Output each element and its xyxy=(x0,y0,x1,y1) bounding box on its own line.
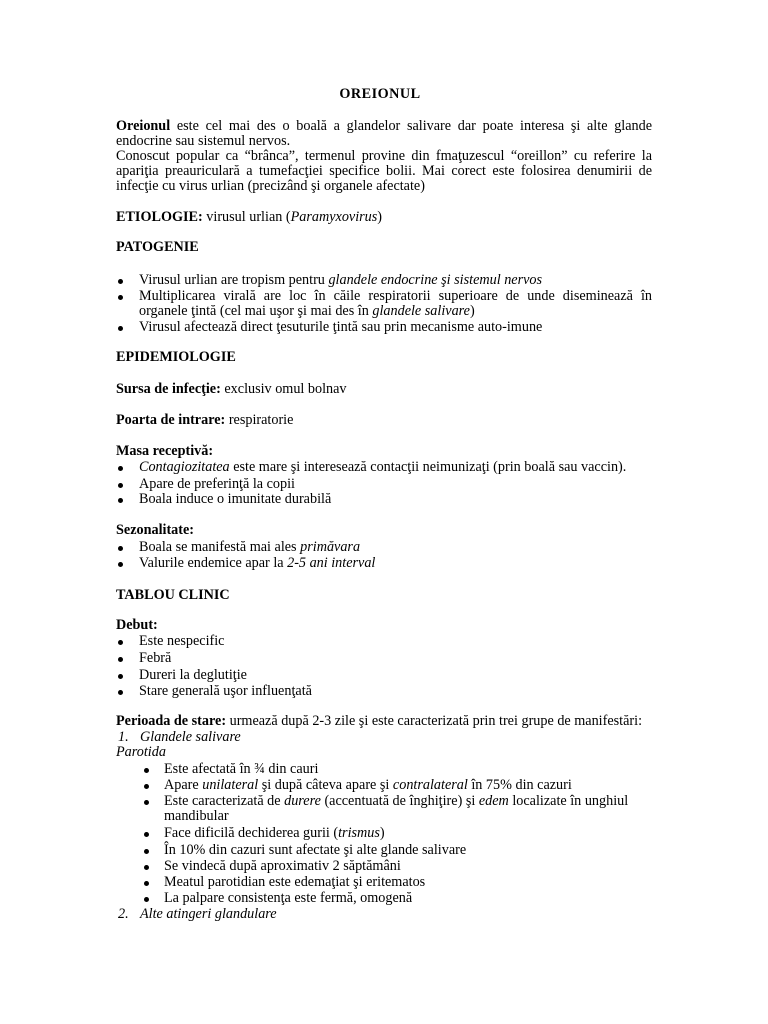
item-emphasis: primăvara xyxy=(300,539,361,555)
perioada-line xyxy=(116,713,642,729)
poarta-line xyxy=(116,412,293,428)
item-emphasis: glandele salivare xyxy=(372,303,470,319)
bullet-icon xyxy=(118,326,123,331)
item-number: 1. xyxy=(118,729,129,745)
perioada-text: urmează după 2-3 zile şi este caracterizată prin trei grupe de manifestări: xyxy=(229,713,643,729)
item-close: ) xyxy=(379,825,385,841)
parotida-title: Parotida xyxy=(116,744,166,760)
intro-line-1 xyxy=(116,118,652,134)
parotida-item-3 xyxy=(142,793,628,809)
item-text: este mare şi interesează contacţii neimunizaţi (prin boală sau vaccin). xyxy=(233,459,627,475)
intro-term: Oreionul xyxy=(116,118,171,134)
bullet-icon xyxy=(144,849,149,854)
item-text: Este caracterizată de xyxy=(164,793,281,809)
etiologie-line xyxy=(116,209,382,225)
etiologie-close: ) xyxy=(377,209,383,225)
item-title: Glandele salivare xyxy=(140,729,241,745)
bullet-icon xyxy=(118,498,123,503)
etiologie-agent: Paramyxovirus xyxy=(290,209,378,225)
item-text: Boala se manifestă mai ales xyxy=(139,539,297,555)
masa-item-3 xyxy=(116,491,331,507)
poarta-label: Poarta de intrare: xyxy=(116,412,226,428)
bullet-icon xyxy=(118,279,123,284)
etiologie-text: virusul urlian ( xyxy=(206,209,291,225)
item-emphasis: Contagiozitatea xyxy=(139,459,230,475)
item-text: La palpare consistenţa este fermă, omogenă xyxy=(164,890,413,906)
item-text: Virusul urlian are tropism pentru xyxy=(139,272,325,288)
item-text: organele ţintă (cel mai uşor şi mai des în xyxy=(139,303,369,319)
bullet-icon xyxy=(144,800,149,805)
bullet-icon xyxy=(118,690,123,695)
bullet-icon xyxy=(144,881,149,886)
patogenie-item-3 xyxy=(116,319,542,335)
item-text: localizate în unghiul xyxy=(512,793,629,809)
item-text: (accentuată de înghiţire) şi xyxy=(324,793,476,809)
parotida-item-8 xyxy=(142,890,412,906)
bullet-icon xyxy=(118,466,123,471)
item-text: Valurile endemice apar la xyxy=(139,555,284,571)
masa-label: Masa receptivă: xyxy=(116,443,214,459)
bullet-icon xyxy=(118,562,123,567)
debut-item-3 xyxy=(116,667,247,683)
sezonalitate-label: Sezonalitate: xyxy=(116,522,195,538)
item-text: Meatul parotidian este edemaţiat şi eritematos xyxy=(164,874,426,890)
debut-item-2 xyxy=(116,650,171,666)
bullet-icon xyxy=(144,897,149,902)
intro-line-2: endocrine sau sistemul nervos. xyxy=(116,133,291,149)
item-emphasis: glandele endocrine şi sistemul nervos xyxy=(328,272,543,288)
bullet-icon xyxy=(118,546,123,551)
item-text: Este afectată în ¾ din cauri xyxy=(164,761,319,777)
parotida-item-5 xyxy=(142,842,466,858)
document-title: OREIONUL xyxy=(339,86,421,102)
perioada-label: Perioada de stare: xyxy=(116,713,227,729)
item-emphasis: 2-5 ani interval xyxy=(287,555,376,571)
patogenie-item-2-continuation xyxy=(139,303,475,319)
bullet-icon xyxy=(144,784,149,789)
item-emphasis: unilateral xyxy=(202,777,259,793)
etiologie-label: ETIOLOGIE: xyxy=(116,209,203,225)
item-emphasis: edem xyxy=(478,793,509,809)
item-text: şi după câteva apare şi xyxy=(261,777,390,793)
masa-item-2 xyxy=(116,476,295,492)
popular-name-line-1: Conoscut popular ca “brânca”, termenul provine din fmaţuzescul “oreillon” cu referire la xyxy=(116,148,652,164)
bullet-icon xyxy=(144,865,149,870)
bullet-icon xyxy=(118,483,123,488)
item-text: În 10% din cazuri sunt afectate şi alte glande salivare xyxy=(164,842,467,858)
poarta-value: respiratorie xyxy=(228,412,294,428)
item-text: Se vindecă după aproximativ 2 săptămâni xyxy=(164,858,401,874)
sursa-line xyxy=(116,381,347,397)
item-emphasis: trismus xyxy=(338,825,380,841)
item-text: în 75% din cazuri xyxy=(471,777,572,793)
parotida-item-3-continuation: mandibular xyxy=(164,808,229,824)
item-title: Alte atingeri glandulare xyxy=(140,906,277,922)
parotida-item-2 xyxy=(142,777,572,793)
item-number: 2. xyxy=(118,906,129,922)
item-emphasis: contralateral xyxy=(392,777,468,793)
patogenie-item-1 xyxy=(116,272,542,288)
item-text: Stare generală uşor influenţată xyxy=(139,683,312,699)
sezonalitate-item-2 xyxy=(116,555,375,571)
patogenie-heading: PATOGENIE xyxy=(116,239,199,255)
item-text: Este nespecific xyxy=(139,633,225,649)
item-text: Febră xyxy=(139,650,172,666)
popular-name-line-3: infecţie cu virus urlian (precizând şi organele afectate) xyxy=(116,178,425,194)
parotida-item-7 xyxy=(142,874,425,890)
bullet-icon xyxy=(118,674,123,679)
item-text: Boala induce o imunitate durabilă xyxy=(139,491,332,507)
bullet-icon xyxy=(144,768,149,773)
debut-item-1 xyxy=(116,633,224,649)
item-text: Face dificilă dechiderea gurii ( xyxy=(164,825,339,841)
item-text: Virusul afectează direct ţesuturile ţintă sau prin mecanisme auto-imune xyxy=(139,319,543,335)
bullet-icon xyxy=(144,832,149,837)
parotida-item-6 xyxy=(142,858,401,874)
debut-item-4 xyxy=(116,683,312,699)
parotida-item-4 xyxy=(142,825,385,841)
item-text: Dureri la deglutiţie xyxy=(139,667,247,683)
tablou-clinic-heading: TABLOU CLINIC xyxy=(116,587,230,603)
item-emphasis: durere xyxy=(284,793,321,809)
sursa-label: Sursa de infecţie: xyxy=(116,381,221,397)
popular-name-line-2: apariţia preauriculară a tumefacţiei specifice bolii. Mai corect este folosirea denumirii de xyxy=(116,163,652,179)
intro-text: este cel mai des o boală a glandelor salivare dar poate interesa şi alte glande xyxy=(176,118,653,134)
sursa-value: exclusiv omul bolnav xyxy=(224,381,347,397)
bullet-icon xyxy=(118,657,123,662)
item-text: Apare xyxy=(164,777,199,793)
item-text: Multiplicarea virală are loc în căile respiratorii superioare de unde diseminează în xyxy=(139,288,652,304)
masa-item-1 xyxy=(116,459,626,475)
debut-label: Debut: xyxy=(116,617,158,633)
parotida-item-1 xyxy=(142,761,318,777)
bullet-icon xyxy=(118,295,123,300)
epidemiologie-heading: EPIDEMIOLOGIE xyxy=(116,349,236,365)
patogenie-item-2 xyxy=(116,288,652,304)
item-close: ) xyxy=(469,303,475,319)
bullet-icon xyxy=(118,640,123,645)
sezonalitate-item-1 xyxy=(116,539,360,555)
item-text: Apare de preferinţă la copii xyxy=(139,476,295,492)
